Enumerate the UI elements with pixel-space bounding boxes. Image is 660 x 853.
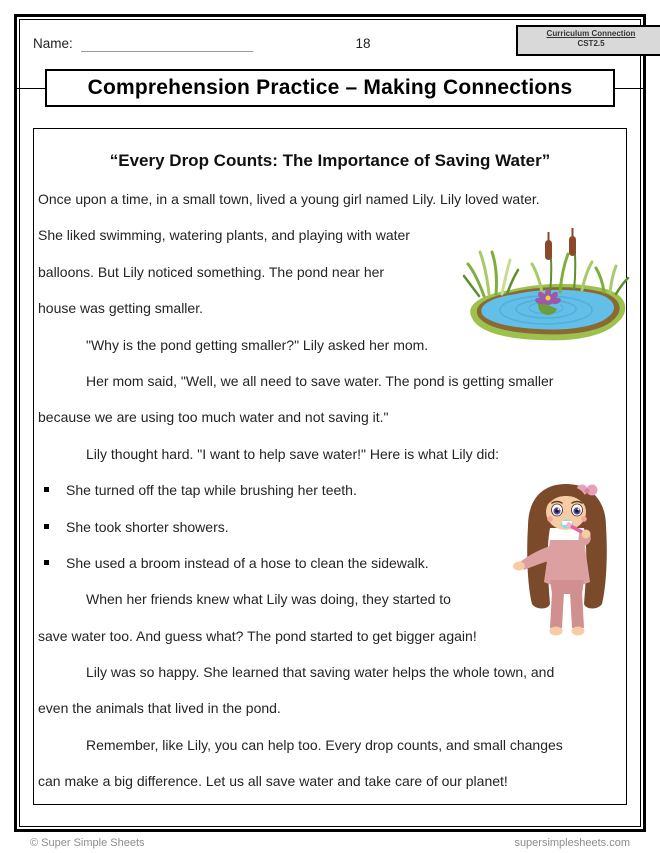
story-line-text: Once upon a time, in a small town, lived a young girl named Lily. Lily loved water. [38, 191, 540, 207]
story-line [38, 191, 624, 227]
story-line-text: She liked swimming, watering plants, and playing with water [38, 227, 410, 244]
name-label: Name: [33, 36, 73, 51]
header-row [33, 29, 636, 56]
story-line-text: can make a big difference. Let us all save water and take care of our planet! [38, 773, 508, 790]
story-line [38, 409, 624, 445]
story-line-text: house was getting smaller. [38, 300, 203, 317]
story-line [38, 773, 624, 809]
story-line-text: balloons. But Lily noticed something. The pond near her [38, 263, 385, 280]
copyright-text: © Super Simple Sheets [30, 837, 145, 849]
story-line [38, 737, 624, 773]
pond-illustration [458, 226, 636, 346]
curriculum-code: CST2.5 [577, 39, 605, 48]
story-line-text: She used a broom instead of a hose to clean the sidewalk. [66, 554, 429, 571]
curriculum-connection-label: Curriculum Connection [546, 29, 636, 38]
website-text: supersimplesheets.com [514, 837, 630, 849]
bullet-square-icon [44, 560, 49, 565]
story-line-text: She took shorter showers. [66, 518, 229, 535]
girl-illustration [506, 478, 628, 650]
story-line-text: When her friends knew what Lily was doing, they started to [86, 591, 451, 608]
story-line [38, 446, 624, 482]
story-line [38, 373, 624, 409]
story-title: “Every Drop Counts: The Importance of Saving Water” [109, 151, 551, 170]
footer [30, 837, 630, 853]
story-line-text: Lily thought hard. "I want to help save water!" Here is what Lily did: [86, 445, 500, 462]
name-blank-line [81, 51, 253, 52]
bullet-square-icon [44, 524, 49, 529]
story-line-text: She turned off the tap while brushing her teeth. [66, 482, 357, 499]
grass-left [464, 252, 518, 296]
story-line-text: Lily was so happy. She learned that saving water helps the whole town, and [86, 664, 555, 681]
story-line-text: because we are using too much water and not saving it." [38, 409, 389, 426]
story-line [38, 664, 624, 700]
story-line-text: Remember, like Lily, you can help too. Every drop counts, and small changes [86, 736, 563, 753]
story-line-text: "Why is the pond getting smaller?" Lily asked her mom. [86, 336, 429, 353]
worksheet-title-box [45, 69, 615, 107]
worksheet-title: Comprehension Practice – Making Connections [87, 76, 573, 99]
cattails [532, 228, 592, 292]
page-number: 18 [355, 36, 371, 51]
story-line-text: save water too. And guess what? The pond started to get bigger again! [38, 627, 477, 644]
curriculum-connection-box [516, 25, 660, 56]
story-line [38, 700, 624, 736]
bullet-square-icon [44, 487, 49, 492]
story-line-text: Her mom said, "Well, we all need to save water. The pond is getting smaller [86, 372, 554, 389]
story-line-text: even the animals that lived in the pond. [38, 700, 281, 717]
